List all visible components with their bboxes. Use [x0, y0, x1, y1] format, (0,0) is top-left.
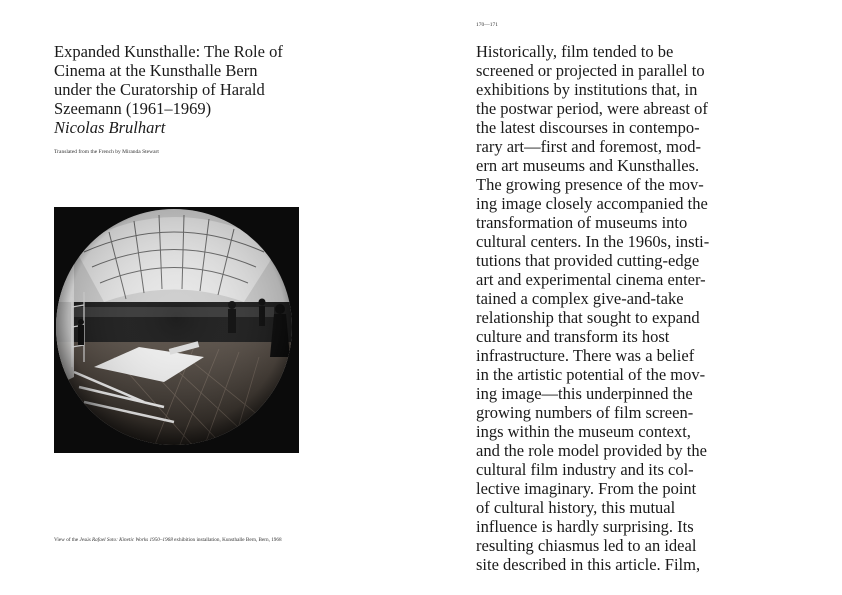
- body-line: ing image closely accompanied the: [476, 194, 708, 213]
- body-line: tained a complex give-and-take: [476, 289, 684, 308]
- caption-suffix: exhibition installation, Kunsthalle Bern, Bern, 1968: [172, 537, 282, 543]
- body-line: and the role model provided by the: [476, 441, 707, 460]
- translator-note: Translated from the French by Miranda Stewart: [54, 149, 159, 155]
- photo-caption: [54, 537, 282, 543]
- body-line: art and experimental cinema enter-: [476, 270, 706, 289]
- body-line: ern art museums and Kunsthalles.: [476, 156, 700, 175]
- exhibition-photo: [54, 207, 299, 453]
- article-body: [476, 42, 776, 574]
- body-line: the latest discourses in contempo-: [476, 118, 700, 137]
- body-line: ing image—this underpinned the: [476, 384, 693, 403]
- title-line: under the Curatorship of Harald: [54, 80, 265, 99]
- body-line: The growing presence of the mov-: [476, 175, 704, 194]
- body-line: site described in this article. Film,: [476, 555, 701, 574]
- body-line: growing numbers of film screen-: [476, 403, 694, 422]
- body-line: relationship that sought to expand: [476, 308, 700, 327]
- body-line: resulting chiasmus led to an ideal: [476, 536, 697, 555]
- body-line: screened or projected in parallel to: [476, 61, 705, 80]
- caption-title: Jesús Rafael Soto: Kinetic Works 1950–1968: [79, 537, 173, 543]
- author-name: Nicolas Brulhart: [54, 118, 166, 137]
- body-line: the postwar period, were abreast of: [476, 99, 708, 118]
- title-line: Expanded Kunsthalle: The Role of: [54, 42, 283, 61]
- title-line: Cinema at the Kunsthalle Bern: [54, 61, 258, 80]
- caption-prefix: View of the: [54, 537, 80, 543]
- body-line: tutions that provided cutting-edge: [476, 251, 700, 270]
- body-line: cultural film industry and its col-: [476, 460, 694, 479]
- body-line: ings within the museum context,: [476, 422, 691, 441]
- body-line: lective imaginary. From the point: [476, 479, 697, 498]
- title-line: Szeemann (1961–1969): [54, 99, 212, 118]
- article-title: [54, 42, 354, 137]
- body-line: in the artistic potential of the mov-: [476, 365, 706, 384]
- body-line: exhibitions by institutions that, in: [476, 80, 698, 99]
- body-line: of cultural history, this mutual: [476, 498, 676, 517]
- body-line: Historically, film tended to be: [476, 42, 674, 61]
- body-line: infrastructure. There was a belief: [476, 346, 695, 365]
- body-line: rary art—first and foremost, mod-: [476, 137, 701, 156]
- body-line: transformation of museums into: [476, 213, 688, 232]
- body-line: influence is hardly surprising. Its: [476, 517, 694, 536]
- page-numbers: 170—171: [476, 22, 498, 28]
- body-line: cultural centers. In the 1960s, insti-: [476, 232, 710, 251]
- body-line: culture and transform its host: [476, 327, 670, 346]
